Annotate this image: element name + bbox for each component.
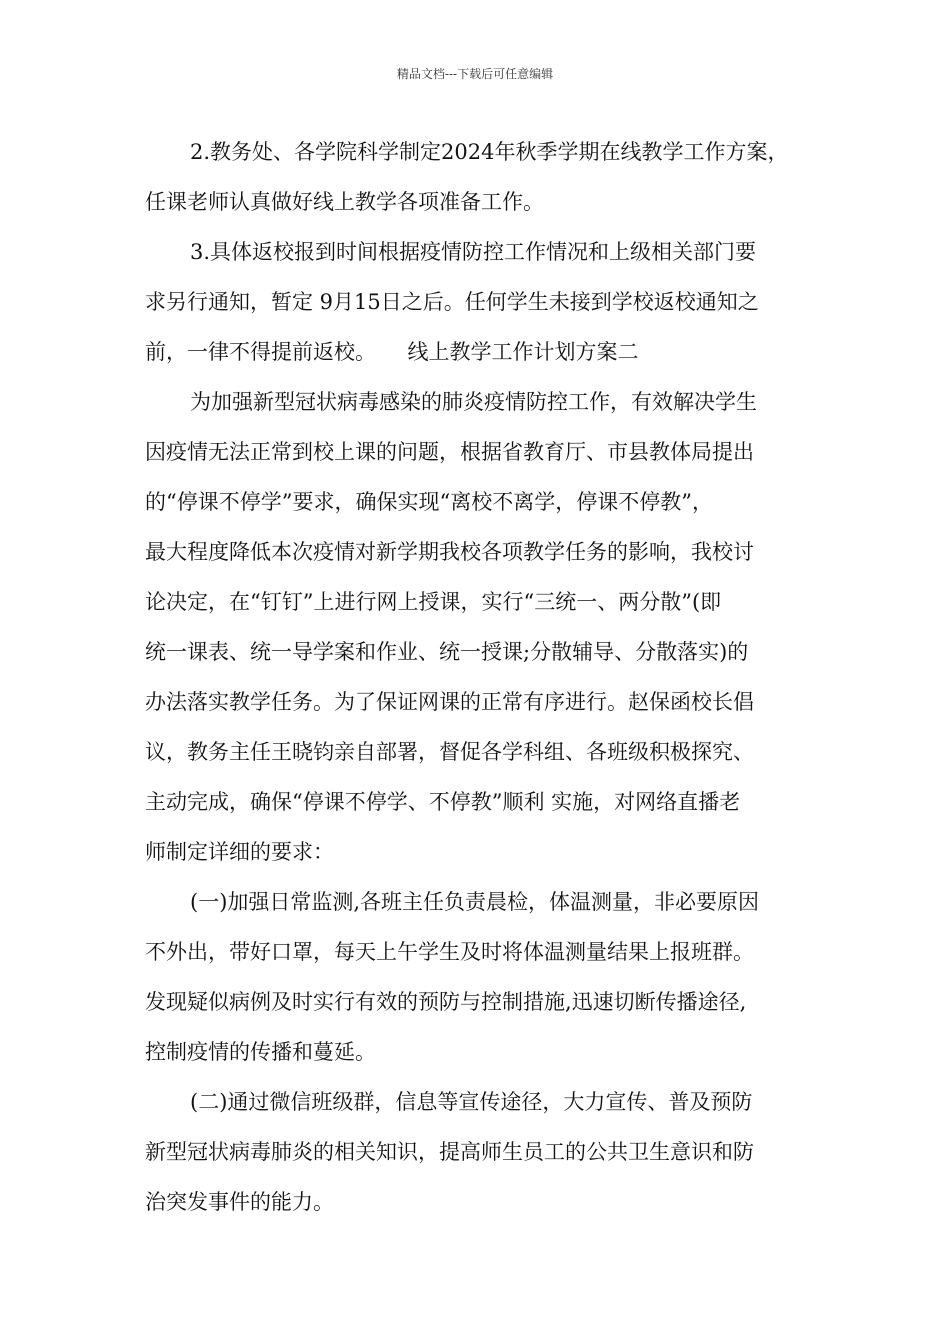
paragraph-4-line-3: 发现疑似病例及时实行有效的预防与控制措施,迅速切断传播途径, [145, 990, 747, 1014]
page-header: 精品文档---下载后可任意编辑 [396, 67, 554, 81]
paragraph-4-line-2: 不外出，带好口罩，每天上午学生及时将体温测量结果上报班群。 [145, 940, 754, 964]
paragraph-3-line-4: 最大程度降低本次疫情对新学期我校各项教学任务的影响，我校讨 [145, 540, 754, 564]
paragraph-1-line-2: 任课老师认真做好线上教学各项准备工作。 [145, 190, 544, 214]
paragraph-3-line-2: 因疫情无法正常到校上课的问题，根据省教育厅、市县教体局提出 [145, 440, 754, 464]
paragraph-1-line-1: 2.教务处、各学院科学制定2024年秋季学期在线教学工作方案， [190, 140, 789, 164]
paragraph-4-line-1: (一)加强日常监测,各班主任负责晨检，体温测量，非必要原因 [190, 890, 760, 914]
paragraph-2-line-2: 求另行通知，暂定 9月15日之后。任何学生未接到学校返校通知之 [145, 290, 759, 314]
paragraph-3-line-7: 办法落实教学任务。为了保证网课的正常有序进行。赵保函校长倡 [145, 690, 754, 714]
document-body [145, 132, 810, 1232]
paragraph-5-line-1: (二)通过微信班级群，信息等宣传途径，大力宣传、普及预防 [190, 1090, 753, 1114]
paragraph-3-line-1: 为加强新型冠状病毒感染的肺炎疫情防控工作，有效解决学生 [190, 390, 757, 414]
paragraph-3-line-5: 论决定，在“钉钉”上进行网上授课，实行“三统一、两分散”(即 [145, 590, 722, 614]
paragraph-3-line-6: 统一课表、统一导学案和作业、统一授课;分散辅导、分散落实)的 [145, 640, 749, 664]
paragraph-5-line-2: 新型冠状病毒肺炎的相关知识，提高师生员工的公共卫生意识和防 [145, 1140, 754, 1164]
paragraph-3-line-8: 议，教务主任王晓钧亲自部署，督促各学科组、各班级积极探究、 [145, 740, 754, 764]
paragraph-3-line-9: 主动完成，确保“停课不停学、不停教”顺利 实施，对网络直播老 [145, 790, 741, 814]
paragraph-2-line-3: 前，一律不得提前返校。 线上教学工作计划方案二 [145, 340, 639, 364]
paragraph-3-line-10: 师制定详细的要求： [145, 840, 334, 864]
paragraph-5-line-3: 治突发事件的能力。 [145, 1190, 334, 1214]
paragraph-2-line-1: 3.具体返校报到时间根据疫情防控工作情况和上级相关部门要 [190, 240, 757, 264]
paragraph-3-line-3: 的“停课不停学”要求，确保实现“离校不离学，停课不停教”， [145, 490, 713, 514]
paragraph-4-line-4: 控制疫情的传播和蔓延。 [145, 1040, 376, 1064]
